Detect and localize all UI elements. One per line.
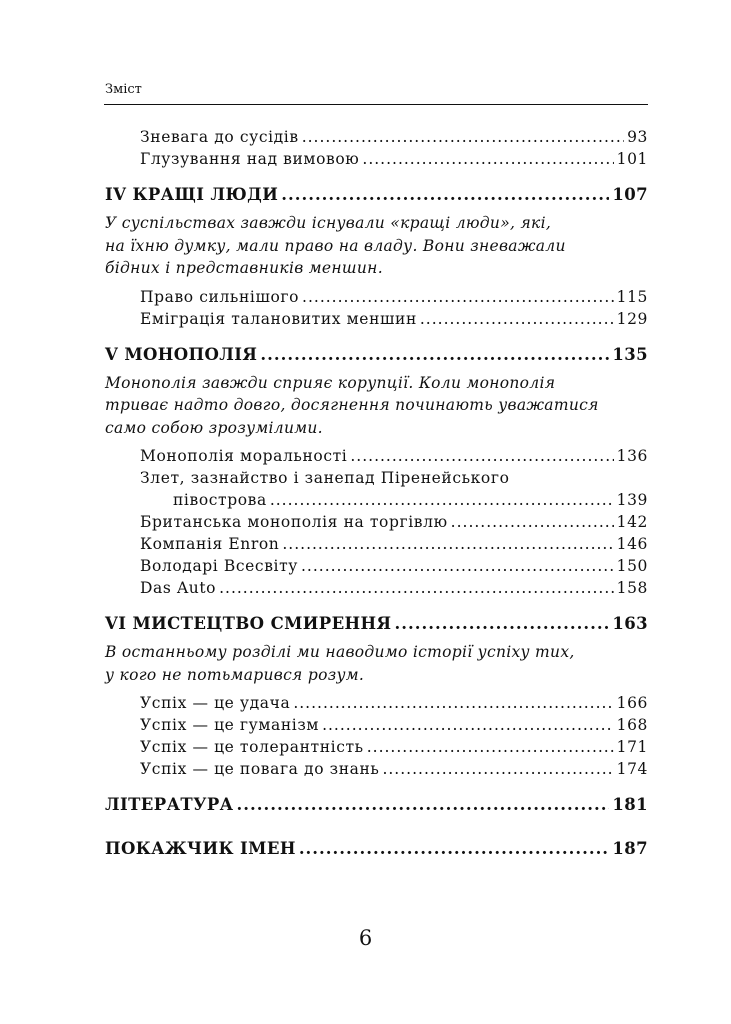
toc-entry[interactable]: Зневага до сусідів ..... 93 [105,126,648,148]
page-ref: 166 [616,694,648,712]
toc-entry[interactable]: Глузування над вимовою ..... 101 [105,148,648,170]
page-ref: 181 [612,795,648,814]
table-of-contents [105,126,648,862]
toc-entry[interactable]: Успіх — це гуманізм ..... 168 [105,714,648,736]
page-number: 6 [358,926,373,950]
page-ref: 135 [612,344,648,364]
toc-entry[interactable]: Еміграція талановитих меншин ..... 129 [105,308,648,330]
page-ref: 174 [616,760,648,778]
toc-entry[interactable]: Das Auto ..... 158 [105,577,648,599]
page-ref: 101 [616,150,648,168]
page-ref: 171 [616,738,648,756]
page-ref: 142 [616,513,648,531]
page-ref: 150 [616,557,648,575]
toc-entry[interactable]: Успіх — це удача ..... 166 [105,692,648,714]
toc-chapter[interactable]: VI МИСТЕЦТВО СМИРЕННЯ ..... 163 [105,611,648,637]
toc-entry[interactable]: Успіх — це толерантність ..... 171 [105,736,648,758]
page-ref: 146 [616,535,648,553]
chapter-description: Монополія завжди сприяє корупції. Коли монополія триває надто довго, досягнення починають уважатися само собою зрозумілими. [105,373,599,437]
page-ref: 107 [612,185,648,204]
page-ref: 93 [627,128,648,146]
header-rule [104,104,648,105]
page-ref: 115 [616,287,648,306]
toc-entry[interactable]: Успіх — це повага до знань ..... 174 [105,758,648,780]
page-ref: 139 [616,491,648,509]
toc-entry[interactable]: Злет, зазнайство і занепад Піренейського [140,469,510,487]
toc-entry[interactable]: Компанія Enron ..... 146 [105,533,648,555]
page-ref: 187 [612,839,648,858]
toc-entry[interactable]: Британська монополія на торгівлю ..... 142 [105,511,648,533]
toc-chapter[interactable]: V МОНОПОЛІЯ ..... 135 [105,342,648,368]
toc-entry-continuation[interactable]: півострова ..... 139 [105,489,648,511]
chapter-description: У суспільствах завжди існували «кращі люди», які, на їхню думку, мали право на владу. Вони зневажали бідних і представників меншин. [105,214,566,277]
toc-chapter[interactable]: IV КРАЩІ ЛЮДИ ..... 107 [105,182,648,208]
running-header: Зміст [105,82,142,97]
page-ref: 158 [616,579,648,597]
toc-entry[interactable]: Володарі Всесвіту ..... 150 [105,555,648,577]
toc-chapter-index[interactable]: ПОКАЖЧИК ІМЕН ..... 187 [105,836,648,862]
page-ref: 129 [616,309,648,328]
page-ref: 163 [612,614,648,633]
toc-entry[interactable]: Монополія моральності ..... 136 [105,445,648,467]
toc-entry[interactable]: Право сильнішого ..... 115 [105,286,648,308]
chapter-description: В останньому розділі ми наводимо історії успіху тих, у кого не потьмарився розум. [105,643,575,684]
page-ref: 168 [616,716,648,734]
toc-chapter-literature[interactable]: ЛІТЕРАТУРА ..... 181 [105,792,648,818]
page-ref: 136 [616,447,648,465]
